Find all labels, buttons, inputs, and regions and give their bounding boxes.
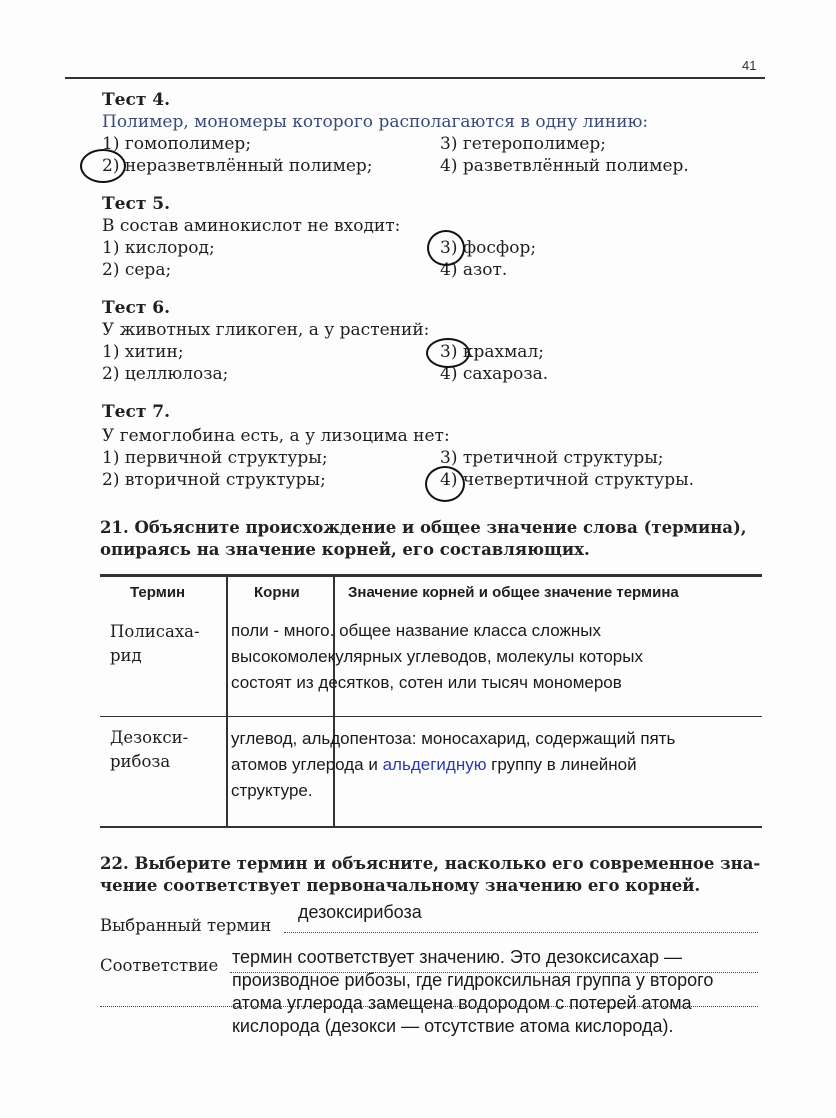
table-col-divider-1 (226, 576, 228, 828)
table-top-rule (100, 574, 762, 577)
table-row-1-answer: поли - много. общее название класса сложных высокомолекулярных углеводов, молекулы которых состоят из десятков, сотен или тысяч мономеров (231, 621, 643, 692)
answer-circle-test-7 (425, 466, 465, 502)
table-row-2-answer: углевод, альдопентоза: моносахарид, содержащий пять атомов углерода и альдегидную группу в линейной структуре. (231, 729, 676, 800)
test-6-option-4[interactable]: 4) сахароза. (440, 364, 549, 384)
test-7-title: Тест 7. (102, 402, 171, 422)
task-22-heading-line2: чение соответствует первоначальному значению его корней. (100, 876, 701, 895)
table-header-roots: Корни (254, 584, 300, 601)
test-6-title: Тест 6. (102, 298, 171, 318)
test-5-question: В состав аминокислот не входит: (102, 216, 401, 236)
test-7-option-3[interactable]: 3) третичной структуры; (440, 448, 664, 468)
table-header-meaning: Значение корней и общее значение термина (348, 584, 679, 601)
correspondence-answer[interactable]: термин соответствует значению. Это дезоксисахар — производное рибозы, где гидроксильная группа у второго атома углерода замещена водородом с потерей атома кислорода (дезокси — отсутствие атома кислорода). (232, 947, 714, 1036)
test-5-option-2[interactable]: 2) сера; (102, 260, 172, 280)
top-rule (65, 77, 765, 79)
test-4-title: Тест 4. (102, 90, 171, 110)
test-7-option-2[interactable]: 2) вторичной структуры; (102, 470, 326, 490)
test-5-option-1[interactable]: 1) кислород; (102, 238, 215, 258)
test-6-option-3[interactable]: 3) крахмал; (440, 342, 544, 362)
test-5-option-3[interactable]: 3) фосфор; (440, 238, 537, 258)
test-6-option-2[interactable]: 2) целлюлоза; (102, 364, 229, 384)
task-21-heading-line2: опираясь на значение корней, его составляющих. (100, 540, 590, 559)
test-6-question: У животных гликоген, а у растений: (102, 320, 430, 340)
test-7-question: У гемоглобина есть, а у лизоцима нет: (102, 426, 450, 446)
test-4-option-1[interactable]: 1) гомополимер; (102, 134, 252, 154)
test-5-option-4[interactable]: 4) азот. (440, 260, 508, 280)
test-4-option-2[interactable]: 2) неразветвлённый полимер; (102, 156, 373, 176)
page-number: 41 (742, 58, 757, 73)
highlighted-word: альдегидную (382, 755, 487, 774)
test-5-title: Тест 5. (102, 194, 171, 214)
correspondence-label: Соответствие (100, 956, 219, 975)
table-row-1-term: Полисаха- рид (110, 622, 200, 665)
test-4-option-3[interactable]: 3) гетерополимер; (440, 134, 606, 154)
chosen-term-label: Выбранный термин (100, 916, 272, 935)
test-4-option-4[interactable]: 4) разветвлённый полимер. (440, 156, 689, 176)
test-4-question: Полимер, мономеры которого располагаются в одну линию: (102, 112, 649, 132)
table-row-2-term: Дезокси- рибоза (110, 728, 189, 771)
task-22-heading-line1: 22. Выберите термин и объясните, насколько его современное зна- (100, 854, 761, 873)
chosen-term-line (284, 932, 758, 933)
table-header-term: Термин (130, 584, 186, 601)
answer-circle-test-6 (426, 338, 470, 368)
test-7-option-4[interactable]: 4) четвертичной структуры. (440, 470, 695, 490)
test-6-option-1[interactable]: 1) хитин; (102, 342, 184, 362)
chosen-term-answer[interactable]: дезоксирибоза (298, 902, 422, 922)
table-bottom-rule (100, 826, 762, 828)
answer-circle-test-4 (80, 149, 126, 183)
test-7-option-1[interactable]: 1) первичной структуры; (102, 448, 328, 468)
task-21-heading-line1: 21. Объясните происхождение и общее значение слова (термина), (100, 518, 747, 537)
answer-circle-test-5 (427, 230, 465, 266)
table-row-divider (100, 716, 762, 717)
